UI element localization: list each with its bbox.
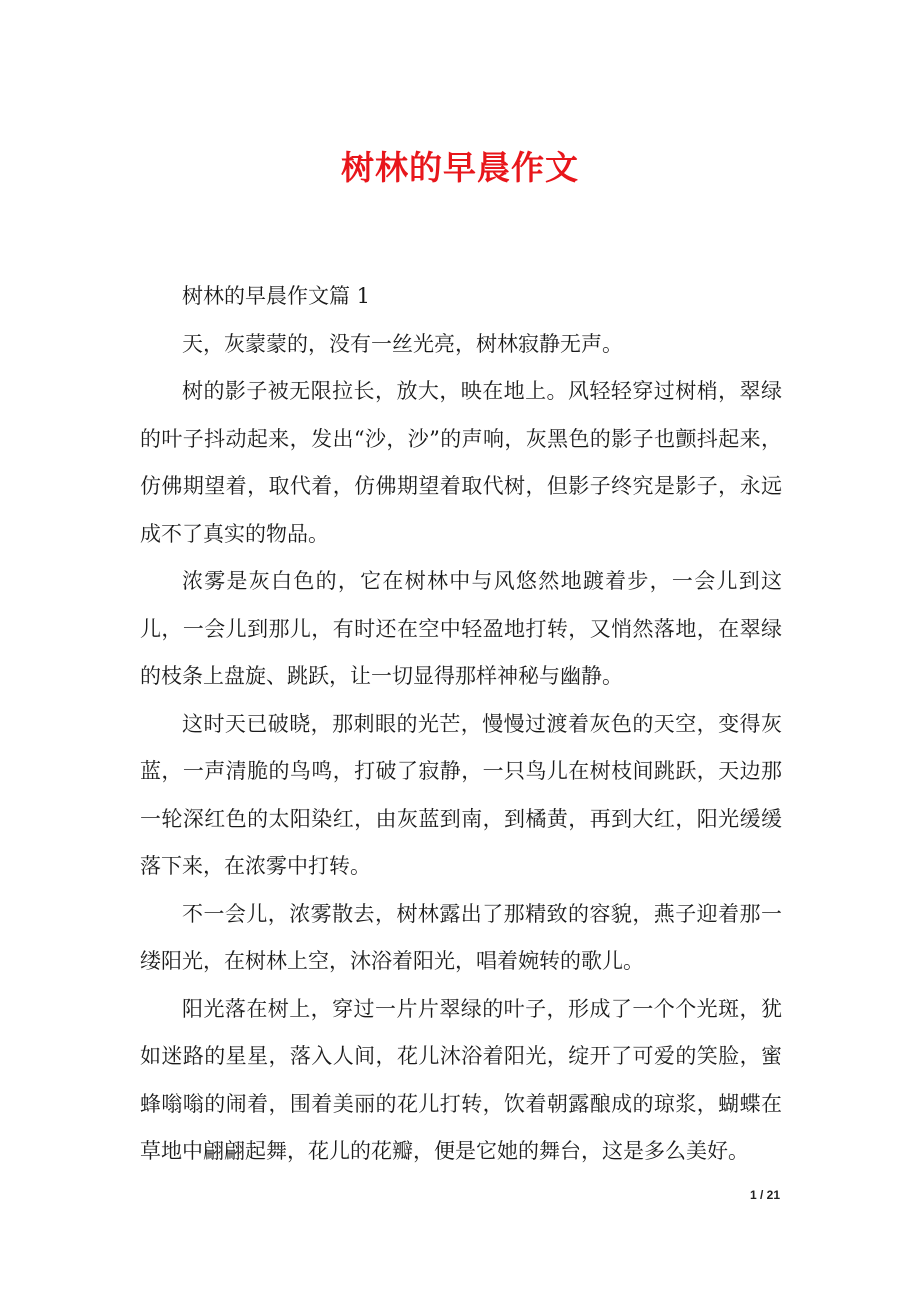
section-heading: 树林的早晨作文篇 1 (182, 284, 371, 308)
paragraph: 阳光落在树上，穿过一片片翠绿的叶子，形成了一个个光斑，犹如迷路的星星，落入人间，花儿沐浴着阳光，绽开了可爱的笑脸，蜜蜂嗡嗡的闹着，围着美丽的花儿打转，饮着朝露酿成的琼浆，蝴蝶在草地中翩翩起舞，花儿的花瓣，便是它她的舞台，这是多么美好。 (140, 996, 782, 1163)
paragraph: 天，灰蒙蒙的，没有一丝光亮，树林寂静无声。 (182, 331, 623, 356)
paragraph: 不一会儿，浓雾散去，树林露出了那精致的容貌，燕子迎着那一缕阳光，在树林上空，沐浴着阳光，唱着婉转的歌儿。 (140, 901, 782, 973)
paragraph: 浓雾是灰白色的，它在树林中与风悠然地踱着步，一会儿到这儿，一会儿到那儿，有时还在空中轻盈地打转，又悄然落地，在翠绿的枝条上盘旋、跳跃，让一切显得那样神秘与幽静。 (140, 569, 782, 688)
document-title: 树林的早晨作文 (341, 148, 579, 187)
document-body (140, 273, 782, 1176)
paragraph: 这时天已破晓，那刺眼的光芒，慢慢过渡着灰色的天空，变得灰蓝，一声清脆的鸟鸣，打破了寂静，一只鸟儿在树枝间跳跃，天边那一轮深红色的太阳染红，由灰蓝到南，到橘黄，再到大红，阳光缓缓落下来，在浓雾中打转。 (140, 711, 782, 878)
page-number: 1 / 21 (749, 1188, 780, 1202)
paragraph: 树的影子被无限拉长，放大，映在地上。风轻轻穿过树梢，翠绿的叶子抖动起来，发出“沙，沙”的声响，灰黑色的影子也颤抖起来，仿佛期望着，取代着，仿佛期望着取代树，但影子终究是影子，永远成不了真实的物品。 (140, 379, 782, 546)
